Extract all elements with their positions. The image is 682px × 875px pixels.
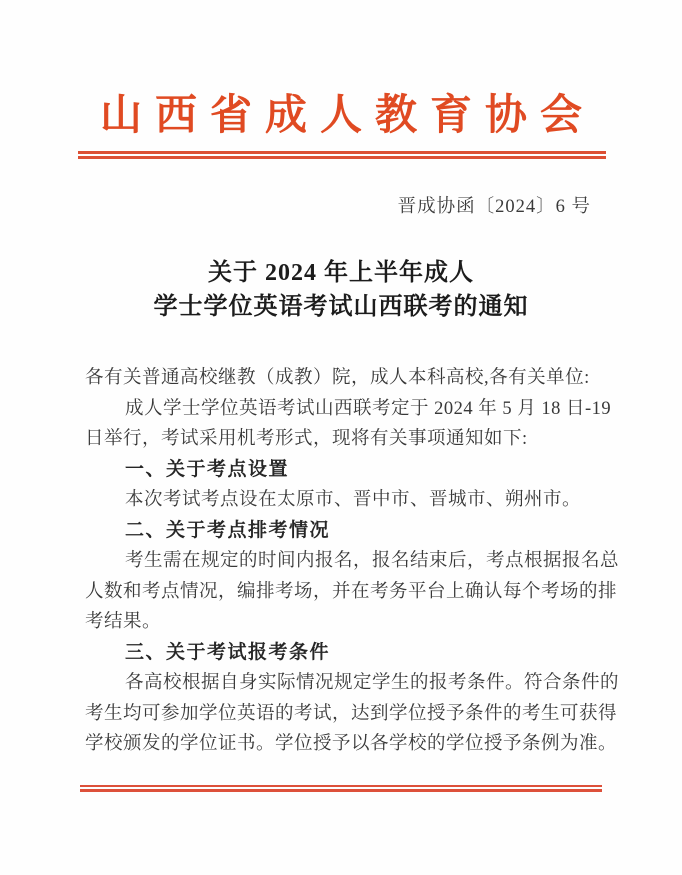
section-heading: 一、关于考点设置: [125, 458, 290, 480]
body-line: 本次考试考点设在太原市、晋中市、晋城市、朔州市。: [125, 490, 582, 510]
notice-title-line2: 学士学位英语考试山西联考的通知: [153, 294, 529, 320]
notice-title: [0, 256, 682, 324]
letterhead-rule: [78, 151, 606, 159]
notice-body: [85, 363, 620, 760]
body-line: 考结果。: [85, 612, 162, 632]
body-line: 各有关普通高校继教（成教）院，成人本科高校,各有关单位:: [85, 368, 590, 388]
body-line: 成人学士学位英语考试山西联考定于 2024 年 5 月 18 日-19: [125, 398, 612, 419]
footer-rule: [80, 785, 602, 792]
letterhead-rule-lower-line: [78, 156, 606, 159]
body-line: 各高校根据自身实际情况规定学生的报考条件。符合条件的: [125, 673, 620, 693]
notice-title-line1: 关于 2024 年上半年成人: [208, 260, 474, 286]
body-line: 人数和考点情况，编排考场，并在考务平台上确认每个考场的排: [85, 581, 618, 602]
letterhead-title: 山西省成人教育协会: [99, 93, 595, 139]
section-heading: 二、关于考点排考情况: [125, 519, 331, 541]
body-line: 考生均可参加学位英语的考试，达到学位授予条件的考生可获得: [85, 703, 618, 724]
body-line: 日举行，考试采用机考形式，现将有关事项通知如下:: [85, 429, 528, 449]
body-line: 学校颁发的学位证书。学位授予以各学校的学位授予条例为准。: [85, 734, 618, 754]
body-line: 考生需在规定的时间内报名，报名结束后，考点根据报名总: [125, 551, 620, 571]
doc-number: 晋成协函〔2024〕6 号: [397, 197, 591, 217]
footer-rule-lower-line: [80, 789, 602, 792]
section-heading: 三、关于考试报考条件: [125, 641, 331, 663]
